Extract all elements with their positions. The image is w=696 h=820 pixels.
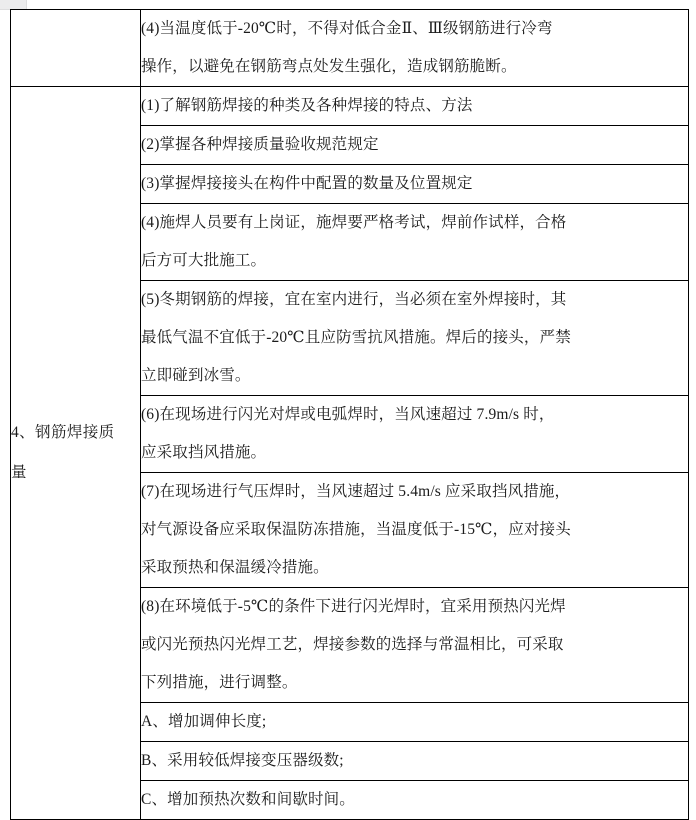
content-line: 下列措施，进行调整。 [141, 674, 298, 691]
row-content-item-6 [141, 396, 689, 473]
row-content-item-b [141, 742, 689, 781]
section-label-line: 4、钢筋焊接质 [11, 424, 115, 441]
content-line: 采取预热和保温缓冷措施。 [141, 559, 329, 576]
content-line: (7)在现场进行气压焊时，当风速超过 5.4m/s 应采取挡风措施， [141, 483, 571, 500]
section-label-line: 量 [11, 464, 27, 481]
row-content-item-7 [141, 473, 689, 588]
row-content-item-c [141, 781, 689, 820]
content-line: (1)了解钢筋焊接的种类及各种焊接的特点、方法 [141, 97, 473, 114]
table-row [11, 10, 689, 87]
row-content-item-5 [141, 281, 689, 396]
row-content-item-a [141, 703, 689, 742]
content-line: (6)在现场进行闪光对焊或电弧焊时，当风速超过 7.9m/s 时， [141, 406, 555, 423]
content-line: (4)施焊人员要有上岗证，施焊要严格考试，焊前作试样，合格 [141, 214, 567, 231]
content-line: 后方可大批施工。 [141, 252, 267, 269]
content-line: A、增加调伸长度; [141, 713, 267, 730]
content-line: 立即碰到冰雪。 [141, 367, 251, 384]
content-line: (5)冬期钢筋的焊接，宜在室内进行，当必须在室外焊接时，其 [141, 291, 567, 308]
content-line: B、采用较低焊接变压器级数; [141, 752, 344, 769]
content-line: C、增加预热次数和间歇时间。 [141, 791, 355, 808]
row-content-item-3 [141, 165, 689, 204]
content-line: (4)当温度低于-20℃时，不得对低合金Ⅱ、Ⅲ级钢筋进行冷弯 [141, 20, 553, 37]
standards-table [10, 9, 689, 820]
row-content-item-4 [141, 204, 689, 281]
content-line: 或闪光预热闪光焊工艺，焊接参数的选择与常温相比，可采取 [141, 636, 564, 653]
content-line: (8)在环境低于-5℃的条件下进行闪光焊时，宜采用预热闪光焊 [141, 598, 566, 615]
content-line: (2)掌握各种焊接质量验收规范规定 [141, 136, 379, 153]
row-content-cold-bending [141, 10, 689, 87]
content-line: 最低气温不宜低于-20℃且应防雪抗风措施。焊后的接头，严禁 [141, 329, 571, 346]
table-row [11, 87, 689, 126]
content-line: 操作，以避免在钢筋弯点处发生强化，造成钢筋脆断。 [141, 58, 517, 75]
content-line: (3)掌握焊接接头在构件中配置的数量及位置规定 [141, 175, 473, 192]
content-line: 对气源设备应采取保温防冻措施，当温度低于-15℃，应对接头 [141, 521, 571, 538]
row-content-item-1 [141, 87, 689, 126]
row-label-cell-empty [11, 10, 141, 87]
row-content-item-8 [141, 588, 689, 703]
content-line: 应采取挡风措施。 [141, 444, 267, 461]
section-label-cell [11, 87, 141, 820]
row-content-item-2 [141, 126, 689, 165]
